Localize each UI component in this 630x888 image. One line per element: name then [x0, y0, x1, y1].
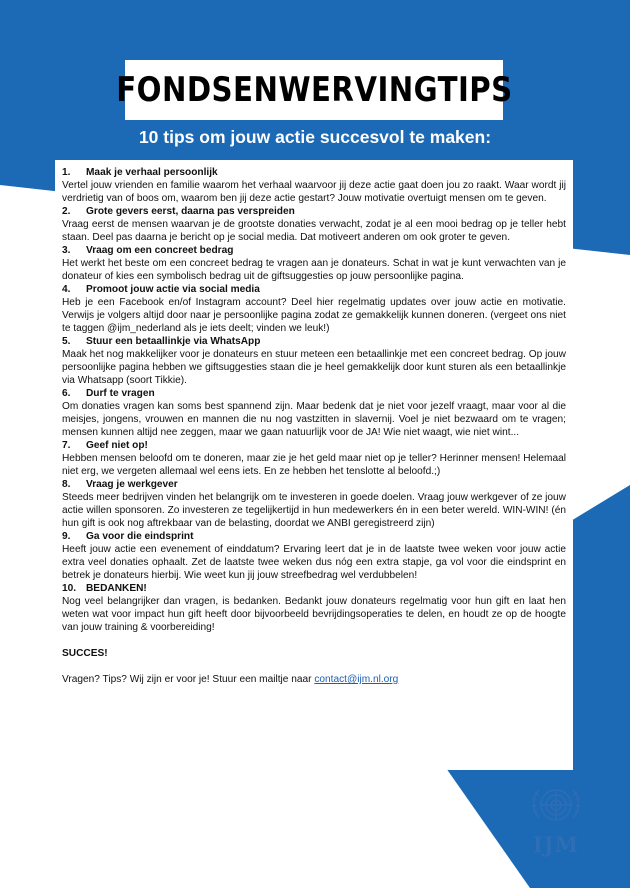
- tip-10: [62, 582, 566, 634]
- tip-title: Promoot jouw actie via social media: [86, 284, 260, 295]
- tip-heading: [62, 283, 566, 296]
- tip-body: Hebben mensen beloofd om te doneren, maar zie je het geld maar niet op je teller? Herinner mensen! Helemaal niet erg, we vergeten allemaal wel eens iets. En ze hebben het tenslotte al beloofd.;): [62, 453, 566, 477]
- tip-1: [62, 166, 566, 205]
- contact-line: [62, 673, 566, 686]
- tip-number: 2.: [62, 206, 71, 217]
- tip-7: [62, 439, 566, 478]
- tips-content: [62, 166, 566, 686]
- tip-heading: [62, 335, 566, 348]
- subtitle: 10 tips om jouw actie succesvol te maken:: [138, 127, 492, 147]
- tip-number: 5.: [62, 336, 71, 347]
- tip-heading: [62, 439, 566, 452]
- tip-body: Heb je een Facebook en/of Instagram account? Deel hier regelmatig updates over jouw actie en motivatie. Verwijs je volgers altijd door naar je persoonlijke pagina zodat ze gemakkelijk kunnen doneren. (vergeet ons niet te taggen @ijm_nederland als je iets deelt; vinden we leuk!): [62, 297, 566, 334]
- tip-body: Steeds meer bedrijven vinden het belangrijk om te investeren in goede doelen. Vraag jouw werkgever of ze jouw actie willen sponsoren. Zo investeren ze tegelijkertijd in hun medewerkers én in een beter wereld. WIN-WIN! (én hun gift is ook nog aftrekbaar van de belasting, doordat we ANBI geregistreerd zijn): [62, 492, 566, 529]
- success-text: SUCCES!: [62, 648, 108, 659]
- ijm-logo: [528, 780, 584, 866]
- tip-5: [62, 335, 566, 387]
- tip-heading: [62, 205, 566, 218]
- contact-email-link[interactable]: contact@ijm.nl.org: [314, 674, 399, 685]
- tip-heading: [62, 582, 566, 595]
- tip-body: Het werkt het beste om een concreet bedrag te vragen aan je donateurs. Schat in wat je kunt verwachten van je donateur of kies een symbolisch bedrag uit de giftsuggesties op jouw persoonlijke pagina.: [62, 258, 566, 282]
- tip-number: 4.: [62, 284, 71, 295]
- tip-body: Om donaties vragen kan soms best spannend zijn. Maar bedenk dat je niet voor jezelf vraagt, maar voor al die meisjes, jongens, vrouwen en mannen die nu nog vastzitten in slavernij. Voel je niet bezwaard om te vragen; mensen kunnen altijd nee zeggen, maar we gaan natuurlijk voor de JA! Wie niet waagt, wie niet wint...: [62, 401, 566, 438]
- tip-title: Stuur een betaallinkje via WhatsApp: [86, 336, 261, 347]
- tip-4: [62, 283, 566, 335]
- tip-title: Durf te vragen: [86, 388, 155, 399]
- tip-number: 8.: [62, 479, 71, 490]
- tip-heading: [62, 387, 566, 400]
- tip-title: Maak je verhaal persoonlijk: [86, 167, 218, 178]
- tip-title: BEDANKEN!: [86, 583, 147, 594]
- tip-heading: [62, 530, 566, 543]
- tip-heading: [62, 166, 566, 179]
- tip-body: Heeft jouw actie een evenement of einddatum? Ervaring leert dat je in de laatste twee weken voor jouw actie extra veel donaties ophaalt. Zet de laatste twee weken dus nóg een extra stapje, ga vol voor die eindsprint en betrek je donateurs hierbij. Wie weet kun jij jouw streefbedrag wel verdubbelen!: [62, 544, 566, 581]
- logo-text: IJM: [532, 832, 579, 857]
- tip-3: [62, 244, 566, 283]
- tip-body: Maak het nog makkelijker voor je donateurs en stuur meteen een betaallinkje met een concreet bedrag. Op jouw persoonlijke pagina hebben we giftsuggesties staan die je heel gemakkelijk door kunt sturen als een betaallinkje via Whatsapp (soort Tikkie).: [62, 349, 566, 386]
- tip-title: Geef niet op!: [86, 440, 148, 451]
- tip-number: 6.: [62, 388, 71, 399]
- tip-title: Vraag je werkgever: [86, 479, 178, 490]
- tip-6: [62, 387, 566, 439]
- tip-9: [62, 530, 566, 582]
- tip-number: 3.: [62, 245, 71, 256]
- tip-body: Nog veel belangrijker dan vragen, is bedanken. Bedankt jouw donateurs regelmatig voor hun gift en laat hen weten wat voor impact hun gift heeft door bijvoorbeeld bevrijdingsoperaties te delen, en houdt ze op de hoogte van jouw training & voorbereiding!: [62, 596, 566, 633]
- tip-heading: [62, 244, 566, 257]
- contact-text: Vragen? Tips? Wij zijn er voor je! Stuur een mailtje naar: [62, 674, 315, 685]
- tip-8: [62, 478, 566, 530]
- tip-2: [62, 205, 566, 244]
- tip-body: Vertel jouw vrienden en familie waarom het verhaal waarvoor jij deze actie gaat doen jou zo raakt. Waar wordt jij verdrietig van of boos om, waarom ben jij deze actie gestart? Jouw motivatie overtuigt mensen om te geven.: [62, 180, 566, 204]
- tip-number: 9.: [62, 531, 71, 542]
- tip-heading: [62, 478, 566, 491]
- page-title: FONDSENWERVINGTIPS: [115, 70, 513, 110]
- un-wreath-globe-icon: [528, 780, 584, 832]
- tip-title: Ga voor die eindsprint: [86, 531, 194, 542]
- tip-body: Vraag eerst de mensen waarvan je de grootste donaties verwacht, zodat je al een mooi bedrag op je teller hebt staan. Deel pas daarna je bericht op je social media. Dat motiveert anderen om ook groter te geven.: [62, 219, 566, 243]
- tip-title: Vraag om een concreet bedrag: [86, 245, 234, 256]
- tip-number: 10.: [62, 583, 77, 594]
- tip-number: 1.: [62, 167, 71, 178]
- tip-title: Grote gevers eerst, daarna pas verspreiden: [86, 206, 295, 217]
- tip-number: 7.: [62, 440, 71, 451]
- title-banner: [115, 60, 513, 120]
